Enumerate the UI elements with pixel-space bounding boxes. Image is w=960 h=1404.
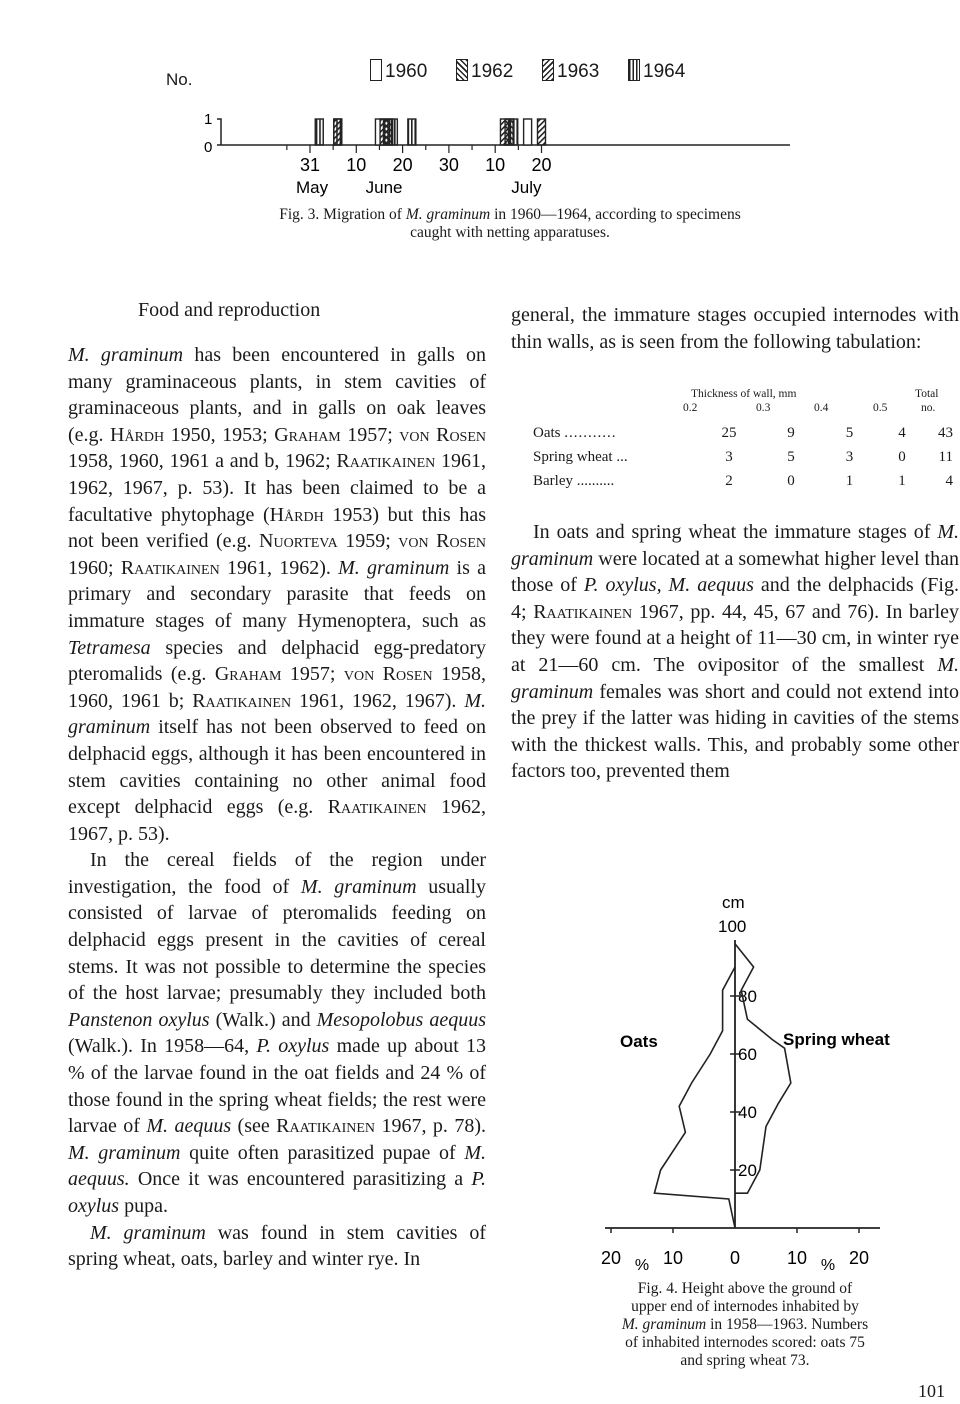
fig3-bar-1964 xyxy=(408,119,416,145)
fig4-oats-label: Oats xyxy=(620,1032,658,1051)
fig3-x-tick-labels xyxy=(300,155,552,175)
table-col-0: 0.2 xyxy=(683,402,698,414)
section-heading: Food and reproduction xyxy=(138,299,321,321)
legend-swatch-1962 xyxy=(456,59,468,81)
fig4-x-tick-label: 20 xyxy=(600,1248,622,1268)
fig4-spring-wheat-label: Spring wheat xyxy=(783,1030,890,1049)
fig3-x-tick-label: 31 xyxy=(299,155,321,175)
fig3-month-label: May xyxy=(296,178,329,197)
fig3-bars xyxy=(315,119,545,145)
fig4-y-tick-label: 40 xyxy=(738,1103,757,1122)
legend-1962 xyxy=(456,59,513,83)
page-number: 101 xyxy=(918,1381,945,1401)
fig3-y-axis xyxy=(217,119,221,145)
fig3-x-ticks xyxy=(287,145,542,153)
fig3-caption-a: Fig. 3. Migration of xyxy=(279,206,406,223)
fig4-caption xyxy=(576,1280,914,1370)
cell: 2 xyxy=(725,472,733,489)
right-column-top xyxy=(511,302,959,355)
table-header-total: Total xyxy=(915,388,939,400)
fig3-bar-1964 xyxy=(315,119,323,145)
cell: 5 xyxy=(845,424,854,441)
fig3-bar-1964 xyxy=(510,119,518,145)
legend-label-1960: 1960 xyxy=(385,61,428,82)
fig4-line-oats xyxy=(654,967,735,1228)
left-paragraph-1: M. graminum has been encountered in galls on many graminaceous plants, in stem cavities of graminaceous plants, and in galls on oak leaves (e.g. Hårdh 1950, 1953; Graham 1957; von Rosen 1958, 1960, 1961 a and b, 1962; Raatikainen 1961, 1962, 1967, p. 53). It has been claimed to be a facultative phytophage (Hårdh 1953) but this has not been verified (e.g. Nuorteva 1959; von Rosen 1960; Raatikainen 1961, 1962). M. graminum is a primary and secondary parasite that feeds on immature stages of many Hymenoptera, such as Tetramesa species and delphacid egg-predatory pteromalids (e.g. Graham 1957; von Rosen 1958, 1960, 1961 b; Raatikainen 1961, 1962, 1967). M. graminum itself has not been observed to feed on delphacid eggs, although it has been encountered in stem cavities containing no other animal food except delphacid eggs (e.g. Raatikainen 1962, 1967, p. 53). xyxy=(68,344,487,845)
legend-label-1964: 1964 xyxy=(643,61,686,82)
table-col-1: 0.3 xyxy=(756,402,771,414)
table-col-3: 0.5 xyxy=(873,402,888,414)
legend-label-1963: 1963 xyxy=(557,61,600,82)
fig4-caption-species: M. graminum xyxy=(621,1316,707,1333)
table-header-no: no. xyxy=(921,402,936,414)
fig3-caption-species: M. graminum xyxy=(405,206,491,223)
fig4-x-tick-label: 10 xyxy=(786,1248,808,1268)
cell: 3 xyxy=(725,448,733,465)
fig4-x-tick-label: 10 xyxy=(662,1248,684,1268)
row-name: Oats xyxy=(533,424,561,441)
fig4-caption-d: of inhabited internodes scored: oats 75 xyxy=(625,1334,865,1351)
cell: 1 xyxy=(898,472,906,489)
fig4-caption-c: in 1958—1963. Numbers xyxy=(706,1316,869,1333)
table-row: Barley .......... 2 0 1 1 4 xyxy=(533,469,953,493)
cell: 1 xyxy=(845,472,854,489)
fig4-x-tick-label: 0 xyxy=(729,1248,741,1268)
cell: 0 xyxy=(898,448,906,465)
legend-1964 xyxy=(628,59,685,83)
fig3-bar-1964 xyxy=(389,119,397,145)
cell: 25 xyxy=(721,424,737,441)
fig4-line-spring-wheat xyxy=(735,944,791,1193)
fig3-x-tick-label: 10 xyxy=(485,155,506,175)
fig3-month-labels xyxy=(296,178,542,197)
fig3-x-tick-label: 30 xyxy=(438,155,459,175)
fig4-chart xyxy=(575,880,905,1275)
fig4-series xyxy=(654,944,790,1228)
cell: 5 xyxy=(787,448,795,465)
fig3-chart xyxy=(190,95,800,205)
cell: 0 xyxy=(787,472,795,489)
fig4-y-tick-label: 60 xyxy=(738,1045,757,1064)
left-paragraph-2: In the cereal fields of the region under investigation, the food of M. graminum usually consisted of larvae of pteromalids feeding on delphacid eggs present in the cavities of cereal stems. It was not possible to determine the species of the host larvae; presumably they included both Panstenon oxylus (Walk.) and Mesopolobus aequus (Walk.). In 1958—64, P. oxylus made up about 13 % of the larvae found in the oat fields and 24 % of those found in the spring wheat fields; the rest were larvae of M. aequus (see Raatikainen 1967, p. 78). M. graminum quite often parasitized pupae of M. aequus. Once it was encountered parasitizing a P. oxylus pupa. xyxy=(68,849,487,1217)
right-paragraph-2: In oats and spring wheat the immature stages of M. graminum were located at a somewhat higher level than those of P. oxylus, M. aequus and the delphacids (Fig. 4; Raatikainen 1967, pp. 44, 45, 67 and 76). In barley they were found at a height of 11—30 cm, in winter rye at 21—60 cm. The ovipositor of the smallest M. graminum females was short and could not extend into the prey if the latter was hiding in cavities of the stems with the thickest walls. This, and probably some other factors too, prevented them xyxy=(511,521,959,783)
fig3-ytick-1: 1 xyxy=(204,111,213,128)
table-row: Oats ........... 25 9 5 4 43 xyxy=(533,421,953,445)
fig4-caption-e: and spring wheat 73. xyxy=(680,1352,810,1369)
table-header-thickness: Thickness of wall, mm xyxy=(691,388,797,400)
fig3-x-tick-label: 20 xyxy=(392,155,413,175)
legend-swatch-1960 xyxy=(370,59,382,81)
right-paragraph-1: general, the immature stages occupied internodes with thin walls, as is seen from the following tabulation: xyxy=(511,304,959,353)
fig3-x-tick-label: 10 xyxy=(346,155,367,175)
row-name: Spring wheat xyxy=(533,448,613,465)
fig3-bar-1964 xyxy=(334,119,342,145)
fig3-ytick-0: 0 xyxy=(204,139,213,156)
fig4-y-tick-label: 20 xyxy=(738,1161,757,1180)
legend-swatch-1963 xyxy=(542,59,554,81)
left-column xyxy=(68,342,486,1273)
fig4-percent-label: % xyxy=(634,1257,650,1274)
legend-1960 xyxy=(370,59,427,83)
fig3-bar-1960 xyxy=(524,119,532,145)
table-row: Spring wheat ... 3 5 3 0 11 xyxy=(533,445,953,469)
fig4-unit-label: cm xyxy=(722,893,745,912)
cell: 9 xyxy=(787,424,795,441)
data-table xyxy=(533,421,953,493)
table-header xyxy=(511,388,951,418)
fig3-month-label: June xyxy=(365,178,403,197)
fig3-caption xyxy=(200,206,820,242)
fig3-caption-b: in 1960—1964, according to specimens xyxy=(490,206,741,223)
legend-swatch-1964 xyxy=(628,59,640,81)
fig4-y-tick-label: 80 xyxy=(738,987,757,1006)
fig3-bar-1962 xyxy=(538,119,546,145)
fig4-caption-a: Fig. 4. Height above the ground of xyxy=(637,1280,853,1297)
fig3-month-label: July xyxy=(511,178,542,197)
cell-total: 43 xyxy=(938,424,953,441)
fig3-x-tick-label: 20 xyxy=(531,155,552,175)
fig4-y-ticks xyxy=(718,917,757,1180)
table-col-2: 0.4 xyxy=(814,402,829,414)
fig4-caption-b: upper end of internodes inhabited by xyxy=(631,1298,859,1315)
fig4-x-tick-label: 20 xyxy=(848,1248,870,1268)
cell-total: 11 xyxy=(938,448,953,465)
row-name: Barley xyxy=(533,472,573,489)
fig4-x-tick-labels xyxy=(601,1248,869,1274)
cell: 3 xyxy=(845,448,854,465)
fig3-no-label: No. xyxy=(166,70,193,89)
legend-label-1962: 1962 xyxy=(471,61,514,82)
legend-1963 xyxy=(542,59,599,83)
left-paragraph-3: M. graminum was found in stem cavities of spring wheat, oats, barley and winter rye. In xyxy=(68,1221,487,1271)
cell: 4 xyxy=(898,424,906,441)
fig3-caption-c: caught with netting apparatuses. xyxy=(410,224,610,241)
fig4-percent-label: % xyxy=(820,1257,836,1274)
cell-total: 4 xyxy=(945,472,953,489)
fig4-y-tick-label: 100 xyxy=(718,917,747,936)
right-column-bottom xyxy=(511,519,959,785)
